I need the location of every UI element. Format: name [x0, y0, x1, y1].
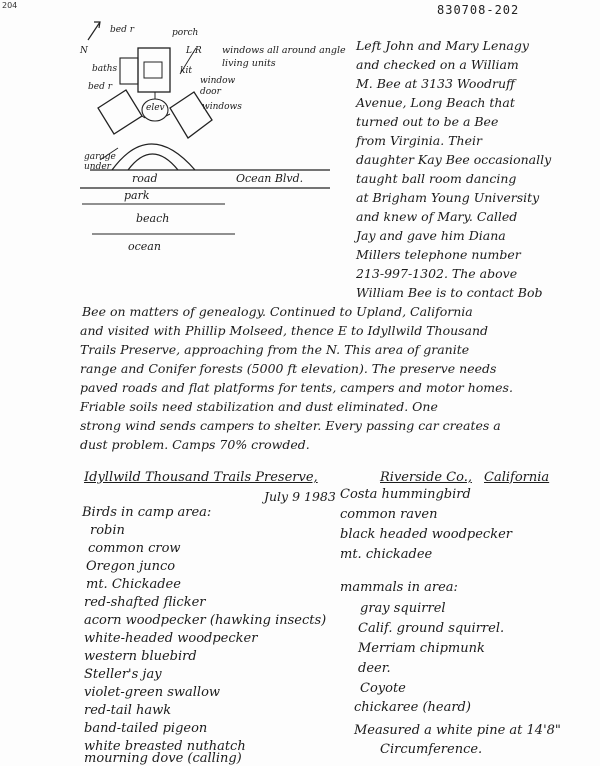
bird-list-item: white-headed woodpecker — [84, 631, 258, 646]
mammal-list-item: deer. — [358, 661, 391, 676]
sketch-label-compass: N — [80, 46, 88, 56]
bird-list-item: Steller's jay — [84, 667, 162, 682]
narrative-line: daughter Kay Bee occasionally — [356, 152, 552, 167]
narrative-line: range and Conifer forests (5000 ft elevation). The preserve needs — [80, 361, 497, 376]
sketch-label-baths: baths — [92, 64, 118, 74]
narrative-line: 213-997-1302. The above — [356, 266, 518, 281]
sketch-label-windows: windows — [202, 102, 242, 112]
sketch-label-park: park — [124, 189, 150, 202]
bird-list-item: band-tailed pigeon — [84, 721, 208, 736]
sketch-label-road: road — [132, 172, 158, 185]
bird-list-item: white breasted nuthatch — [84, 739, 246, 754]
sketch-label-lr: L.R — [186, 46, 202, 56]
narrative-line: from Virginia. Their — [356, 133, 482, 148]
bird-list-item: acorn woodpecker (hawking insects) — [84, 613, 327, 628]
narrative-line: William Bee is to contact Bob — [356, 285, 543, 300]
mammal-list-item: chickaree (heard) — [354, 700, 471, 715]
preserve-title: Idyllwild Thousand Trails Preserve, — [84, 470, 318, 485]
bird-list-item: Costa hummingbird — [340, 487, 471, 502]
living-unit-left — [98, 90, 142, 134]
narrative-line: and checked on a William — [356, 57, 519, 72]
bird-list-item: violet-green swallow — [84, 685, 221, 700]
narrative-line: M. Bee at 3133 Woodruff — [356, 76, 515, 91]
narrative-line: at Brigham Young University — [356, 190, 540, 205]
narrative-line: Trails Preserve, approaching from the N. This area of granite — [80, 342, 470, 357]
pine-measurement-note: Measured a white pine at 14'8" — [354, 723, 561, 738]
narrative-line: and visited with Phillip Molseed, thence E to Idyllwild Thousand — [80, 323, 489, 338]
sketch-label-ocean: ocean — [128, 240, 161, 253]
narrative-line: Bee on matters of genealogy. Continued to Upland, California — [82, 304, 473, 319]
document-id: 830708-202 — [437, 3, 520, 17]
bird-list-item: red-tail hawk — [84, 703, 172, 718]
entry-date: July 9 1983 — [264, 489, 336, 504]
mammal-list-item: Coyote — [360, 681, 406, 696]
narrative-line: Left John and Mary Lenagy — [356, 38, 529, 53]
mammals-heading: mammals in area: — [340, 580, 458, 595]
sketch-windows-note: windows all around angle living units — [222, 45, 346, 69]
sketch-label-window: window — [200, 76, 236, 86]
mammal-list-item: Merriam chipmunk — [358, 641, 485, 656]
sketch-label-porch: porch — [172, 28, 199, 38]
narrative-line: turned out to be a Bee — [356, 114, 499, 129]
narrative-line: Avenue, Long Beach that — [356, 95, 515, 110]
bird-list-item: robin — [90, 523, 125, 538]
bird-list-item: Oregon junco — [86, 559, 176, 574]
narrative-line: and knew of Mary. Called — [356, 209, 518, 224]
narrative-line: Millers telephone number — [356, 247, 521, 262]
narrative-line: taught ball room dancing — [356, 171, 517, 186]
bird-list-item: common raven — [340, 507, 438, 522]
bird-list-item: red-shafted flicker — [84, 595, 206, 610]
birds-heading: Birds in camp area: — [82, 505, 212, 520]
mammal-list-item: gray squirrel — [360, 601, 446, 616]
narrative-line: Friable soils need stabilization and dust eliminated. One — [80, 399, 438, 414]
sketch-label-elev: elev — [146, 103, 165, 113]
narrative-line: dust problem. Camps 70% crowded. — [80, 437, 310, 452]
sketch-label-door: door — [200, 87, 221, 97]
narrative-line: strong wind sends campers to shelter. Every passing car creates a — [80, 418, 501, 433]
bird-list-item: mt. chickadee — [340, 547, 433, 562]
sketch-label-bed: bed r — [110, 25, 135, 35]
building-sketch-map — [0, 0, 360, 260]
north-arrow-icon — [88, 22, 100, 40]
sketch-label-ocean-blvd: Ocean Blvd. — [236, 172, 304, 185]
living-unit-top — [138, 48, 170, 92]
driveway-inner — [128, 154, 178, 170]
bird-list-item: mt. Chickadee — [86, 577, 181, 592]
pine-measurement-note: Circumference. — [380, 742, 483, 757]
bird-list-item: western bluebird — [84, 649, 197, 664]
bird-list-item: black headed woodpecker — [340, 527, 512, 542]
county-title: Riverside Co., — [380, 470, 472, 485]
living-unit-right — [170, 92, 212, 138]
mammal-list-item: Calif. ground squirrel. — [358, 621, 505, 636]
bird-list-item: mourning dove (calling) — [84, 751, 242, 766]
page-number: 204 — [2, 1, 18, 10]
narrative-line: paved roads and flat platforms for tents, campers and motor homes. — [80, 380, 513, 395]
bird-list-item: common crow — [88, 541, 181, 556]
sketch-label-kit: kit — [180, 66, 192, 76]
sketch-label-bed-left: bed r — [88, 82, 113, 92]
state-title: California — [484, 470, 550, 485]
narrative-line: Jay and gave him Diana — [356, 228, 506, 243]
sketch-label-beach: beach — [136, 212, 170, 225]
sketch-label-garage: garage under — [84, 152, 116, 172]
